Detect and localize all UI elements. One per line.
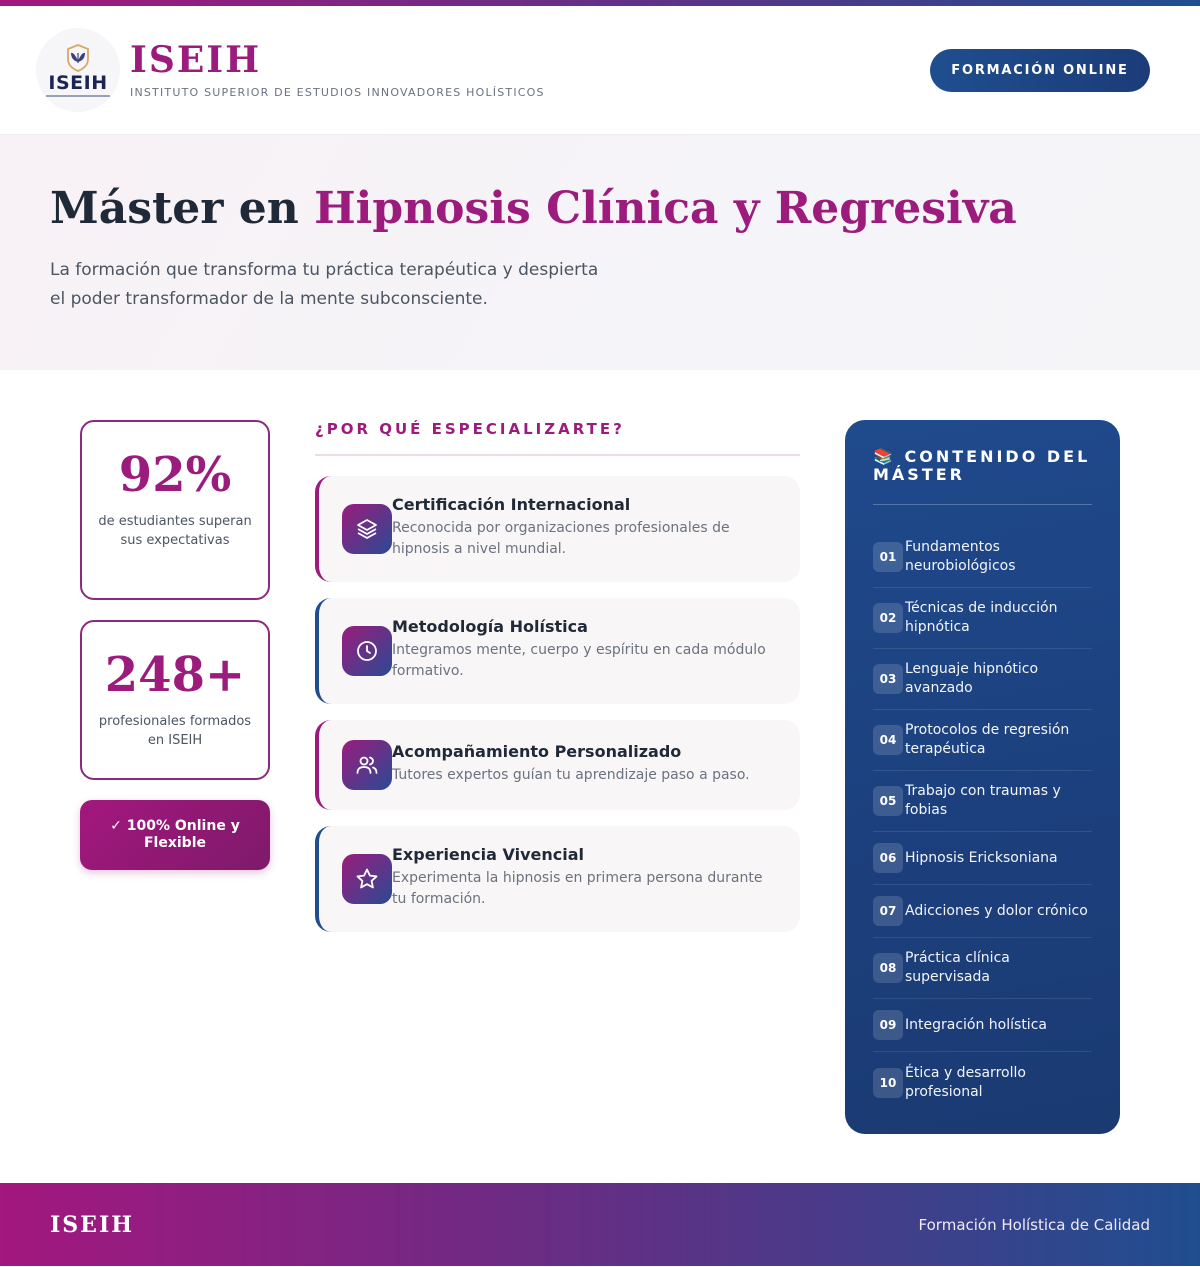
- hero: [0, 135, 1200, 370]
- feature-description: Integramos mente, cuerpo y espíritu en cada módulo formativo.: [392, 642, 766, 679]
- stat-label: de estudiantes superan sus expectativas: [98, 514, 252, 549]
- feature-card: [315, 598, 800, 704]
- module-label: Trabajo con traumas y fobias: [905, 783, 1061, 818]
- module-number: 07: [873, 896, 903, 926]
- online-flexible-badge: ✓ 100% Online y Flexible: [80, 800, 270, 870]
- module-label: Adicciones y dolor crónico: [905, 902, 1088, 919]
- logo[interactable]: [36, 28, 120, 112]
- hero-subtitle: [50, 256, 650, 314]
- stat-card-satisfaction: [80, 420, 270, 600]
- module-number: 08: [873, 953, 903, 983]
- main-content: [0, 370, 1200, 1183]
- page-title: [50, 183, 1150, 236]
- stat-value: 248+: [104, 647, 246, 703]
- star-icon: [342, 854, 392, 904]
- module-label: Ética y desarrollo profesional: [905, 1064, 1026, 1100]
- brand[interactable]: [36, 28, 545, 112]
- module-number: 06: [873, 843, 903, 873]
- logo-text: ISEIH: [48, 71, 108, 94]
- module-item: [873, 885, 1092, 938]
- clock-icon: [342, 626, 392, 676]
- online-training-button[interactable]: FORMACIÓN ONLINE: [930, 49, 1150, 92]
- logo-subtitle-line: [46, 95, 110, 97]
- section-title: ¿POR QUÉ ESPECIALIZARTE?: [315, 420, 800, 456]
- feature-title: Certificación Internacional: [392, 495, 631, 514]
- module-number: 09: [873, 1010, 903, 1040]
- module-item: [873, 1052, 1092, 1113]
- module-item: [873, 710, 1092, 771]
- module-number: 01: [873, 542, 903, 572]
- module-label: Hipnosis Ericksoniana: [905, 849, 1058, 866]
- stat-label: profesionales formados en ISEIH: [98, 714, 252, 749]
- site-header: [0, 6, 1200, 135]
- module-label: Práctica clínica supervisada: [905, 950, 1010, 985]
- site-footer: [0, 1183, 1200, 1266]
- module-number: 05: [873, 786, 903, 816]
- butterfly-shield-icon: [66, 44, 90, 72]
- feature-description: Tutores expertos guían tu aprendizaje paso a paso.: [392, 766, 750, 783]
- module-item: [873, 649, 1092, 710]
- module-list: [873, 527, 1092, 1113]
- title-prefix: Máster en: [50, 183, 315, 234]
- layers-icon: [342, 504, 392, 554]
- module-label: Fundamentos neurobiológicos: [905, 539, 1016, 574]
- module-number: 03: [873, 664, 903, 694]
- module-label: Protocolos de regresión terapéutica: [905, 722, 1070, 757]
- module-label: Técnicas de inducción hipnótica: [905, 600, 1058, 635]
- module-number: 02: [873, 603, 903, 633]
- title-accent: Hipnosis Clínica y Regresiva: [314, 183, 1017, 234]
- feature-card: [315, 826, 800, 932]
- module-item: [873, 771, 1092, 832]
- brand-tagline: INSTITUTO SUPERIOR DE ESTUDIOS INNOVADORES HOLÍSTICOS: [130, 86, 545, 100]
- module-item: [873, 938, 1092, 999]
- module-label: Integración holística: [905, 1016, 1047, 1033]
- brand-name: ISEIH: [130, 38, 262, 81]
- module-item: [873, 999, 1092, 1052]
- module-item: [873, 832, 1092, 885]
- stat-card-graduates: [80, 620, 270, 780]
- footer-brand: ISEIH: [50, 1211, 135, 1238]
- footer-tagline: Formación Holística de Calidad: [918, 1215, 1150, 1234]
- feature-card: [315, 476, 800, 582]
- hero-subtitle-line2: el poder transformador de la mente subconsciente.: [50, 288, 488, 309]
- feature-title: Metodología Holística: [392, 617, 588, 636]
- module-label: Lenguaje hipnótico avanzado: [905, 661, 1039, 696]
- stat-value: 92%: [118, 447, 232, 503]
- stats-column: [80, 420, 270, 870]
- feature-description: Reconocida por organizaciones profesionales de hipnosis a nivel mundial.: [392, 520, 730, 557]
- feature-title: Experiencia Vivencial: [392, 845, 585, 864]
- feature-title: Acompañamiento Personalizado: [392, 741, 682, 761]
- why-specialize-section: [315, 420, 800, 932]
- syllabus-title: [873, 448, 1092, 505]
- feature-description: Experimenta la hipnosis en primera persona durante tu formación.: [392, 870, 763, 907]
- syllabus-panel: [845, 420, 1120, 1134]
- module-item: [873, 588, 1092, 649]
- hero-subtitle-line1: La formación que transforma tu práctica terapéutica y despierta: [50, 259, 599, 280]
- books-icon: 📚: [873, 447, 896, 466]
- module-number: 10: [873, 1068, 903, 1098]
- feature-card: [315, 720, 800, 810]
- syllabus-title-text: CONTENIDO DEL MÁSTER: [873, 447, 1091, 484]
- module-item: [873, 527, 1092, 588]
- module-number: 04: [873, 725, 903, 755]
- users-icon: [342, 740, 392, 790]
